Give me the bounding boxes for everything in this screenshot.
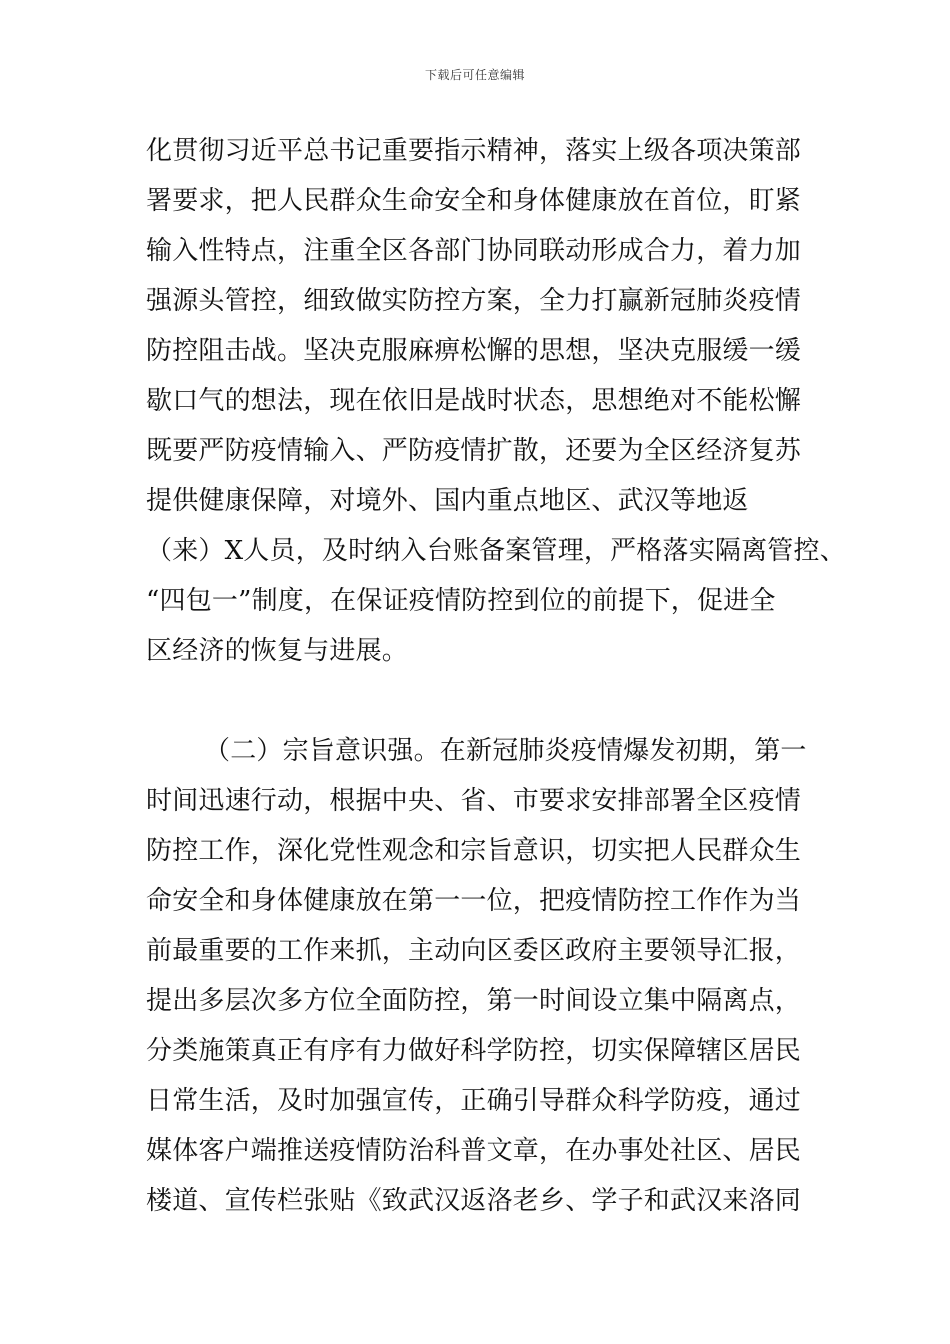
text-line: 提供健康保障，对境外、国内重点地区、武汉等地返 — [146, 486, 749, 516]
text-line: 楼道、宣传栏张贴《致武汉返洛老乡、学子和武汉来洛同 — [146, 1186, 802, 1216]
paragraph-1 — [146, 126, 846, 676]
text-line: 歇口气的想法，现在依旧是战时状态，思想绝对不能松懈 — [146, 386, 802, 416]
text-line: （二）宗旨意识强。在新冠肺炎疫情爆发初期，第一 — [204, 736, 807, 766]
text-line: 强源头管控，细致做实防控方案，全力打赢新冠肺炎疫情 — [146, 286, 802, 316]
text-line: 化贯彻习近平总书记重要指示精神，落实上级各项决策部 — [146, 136, 802, 166]
text-line: 署要求，把人民群众生命安全和身体健康放在首位，盯紧 — [146, 186, 802, 216]
text-line: 时间迅速行动，根据中央、省、市要求安排部署全区疫情 — [146, 786, 802, 816]
text-line: 日常生活，及时加强宣传，正确引导群众科学防疫，通过 — [146, 1086, 802, 1116]
page-header-note: 下载后可任意编辑 — [424, 68, 525, 82]
text-line: 输入性特点，注重全区各部门协同联动形成合力，着力加 — [146, 236, 802, 266]
text-line: （来）X人员，及时纳入台账备案管理，严格落实隔离管控、 — [146, 536, 846, 566]
text-line: 命安全和身体健康放在第一一位，把疫情防控工作作为当 — [146, 886, 802, 916]
text-line: 防控工作，深化党性观念和宗旨意识，切实把人民群众生 — [146, 836, 802, 866]
text-line: 媒体客户端推送疫情防治科普文章，在办事处社区、居民 — [146, 1136, 802, 1166]
text-line: 既要严防疫情输入、严防疫情扩散，还要为全区经济复苏 — [146, 436, 802, 466]
text-line: 区经济的恢复与进展。 — [146, 636, 409, 666]
text-line: 分类施策真正有序有力做好科学防控，切实保障辖区居民 — [146, 1036, 802, 1066]
text-line: 提出多层次多方位全面防控，第一时间设立集中隔离点， — [146, 986, 802, 1016]
text-line: 防控阻击战。坚决克服麻痹松懈的思想，坚决克服缓一缓 — [146, 336, 802, 366]
text-line: “四包一”制度，在保证疫情防控到位的前提下，促进全 — [146, 586, 776, 616]
paragraph-2 — [146, 726, 816, 1226]
text-line: 前最重要的工作来抓，主动向区委区政府主要领导汇报， — [146, 936, 802, 966]
